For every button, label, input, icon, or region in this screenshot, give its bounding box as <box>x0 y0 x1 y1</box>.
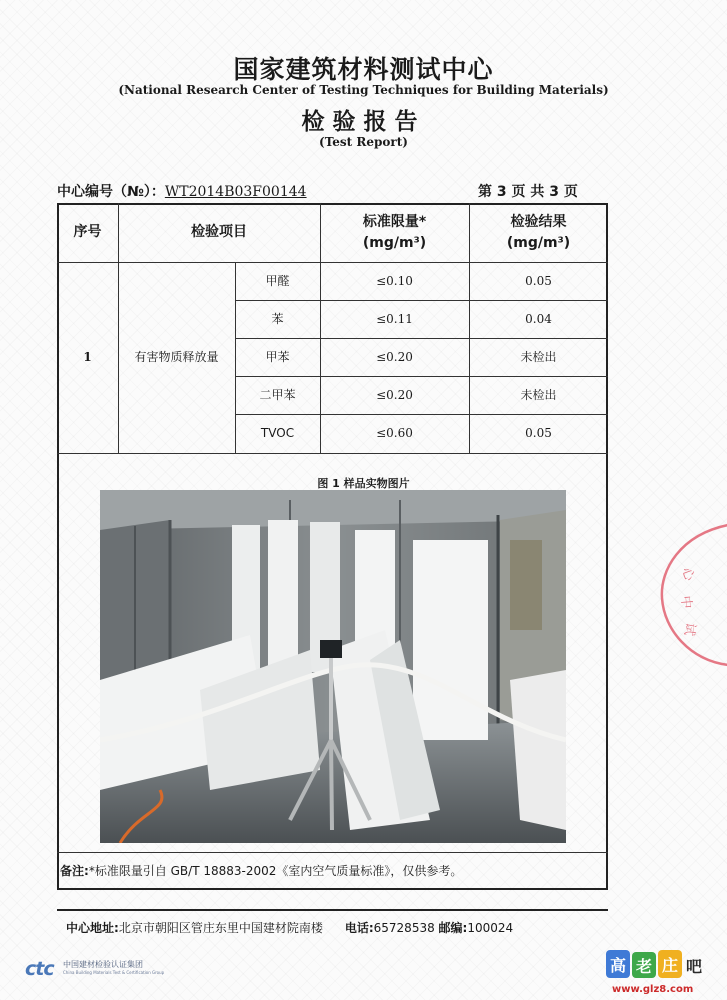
row-limit: ≤0.11 <box>376 311 413 326</box>
group-seq: 1 <box>83 350 92 364</box>
center-number-value: WT2014B03F00144 <box>164 184 307 200</box>
svg-text:庄: 庄 <box>662 956 679 975</box>
row-result: 0.05 <box>525 273 552 288</box>
row-limit: ≤0.20 <box>376 349 413 364</box>
center-number <box>57 181 307 201</box>
row-result: 0.04 <box>525 311 552 326</box>
header-limit <box>320 203 469 262</box>
red-seal-stamp <box>640 520 727 670</box>
phone-label: 电话: <box>344 921 374 935</box>
header-limit-unit: (mg/m³) <box>362 234 427 251</box>
row-substance: 甲醛 <box>265 273 290 288</box>
svg-text:中: 中 <box>677 595 694 610</box>
remark-text: *标准限量引自 GB/T 18883-2002《室内空气质量标准》，仅供参考。 <box>88 864 463 878</box>
remark <box>60 862 462 879</box>
ctc-logo-name-en: China Building Materials Test & Certification Group <box>63 970 165 975</box>
center-title-en: (National Research Center of Testing Techniques for Building Materials) <box>118 83 609 97</box>
ctc-logo-mark: ctc <box>25 958 54 980</box>
page-number: 第 3 页 共 3 页 <box>478 184 578 200</box>
row-result: 未检出 <box>520 349 557 364</box>
svg-text:心: 心 <box>678 565 697 583</box>
header-limit-label: 标准限量* <box>362 213 427 230</box>
center-title-cn: 国家建筑材料测试中心 <box>233 55 494 84</box>
header-seq: 序号 <box>73 224 102 240</box>
address-value: 北京市朝阳区管庄东里中国建材院南楼 <box>118 921 323 935</box>
row-substance: 二甲苯 <box>259 387 296 402</box>
svg-text:吧: 吧 <box>686 957 703 976</box>
header-result-label: 检验结果 <box>510 213 567 230</box>
row-limit: ≤0.60 <box>376 426 413 440</box>
svg-text:老: 老 <box>636 957 653 976</box>
postcode-label: 邮编: <box>438 921 468 935</box>
row-limit: ≤0.10 <box>376 273 413 288</box>
phone-value: 65728538 <box>373 921 435 935</box>
site-watermark-url: www.glz8.com <box>612 984 694 995</box>
group-item: 有害物质释放量 <box>134 350 219 364</box>
report-title-cn: 检验报告 <box>301 109 426 135</box>
remark-divider <box>57 852 608 853</box>
header-item: 检验项目 <box>191 224 247 240</box>
header-result-unit: (mg/m³) <box>506 234 571 251</box>
svg-text:高: 高 <box>610 956 627 975</box>
row-limit: ≤0.20 <box>376 387 413 402</box>
figure-caption: 图 1 样品实物图片 <box>317 477 410 490</box>
row-result: 未检出 <box>520 387 557 402</box>
header-result <box>469 203 608 262</box>
postcode-value: 100024 <box>467 921 514 935</box>
report-title-en: (Test Report) <box>319 135 408 149</box>
row-substance: 甲苯 <box>265 349 290 364</box>
center-address-line <box>66 919 513 936</box>
ctc-logo-name-cn: 中国建材检验认证集团 <box>63 960 143 969</box>
svg-text:试: 试 <box>680 621 698 637</box>
row-substance: 苯 <box>271 311 284 326</box>
table-bottom-divider <box>57 453 608 454</box>
row-result: 0.05 <box>525 426 552 440</box>
remark-label: 备注: <box>60 864 89 878</box>
center-number-label: 中心编号（№）： <box>57 184 165 200</box>
sample-photo <box>100 490 566 843</box>
footer-divider <box>57 909 608 911</box>
address-label: 中心地址: <box>66 921 119 935</box>
ctc-logo <box>25 958 195 980</box>
row-substance: TVOC <box>260 426 295 440</box>
